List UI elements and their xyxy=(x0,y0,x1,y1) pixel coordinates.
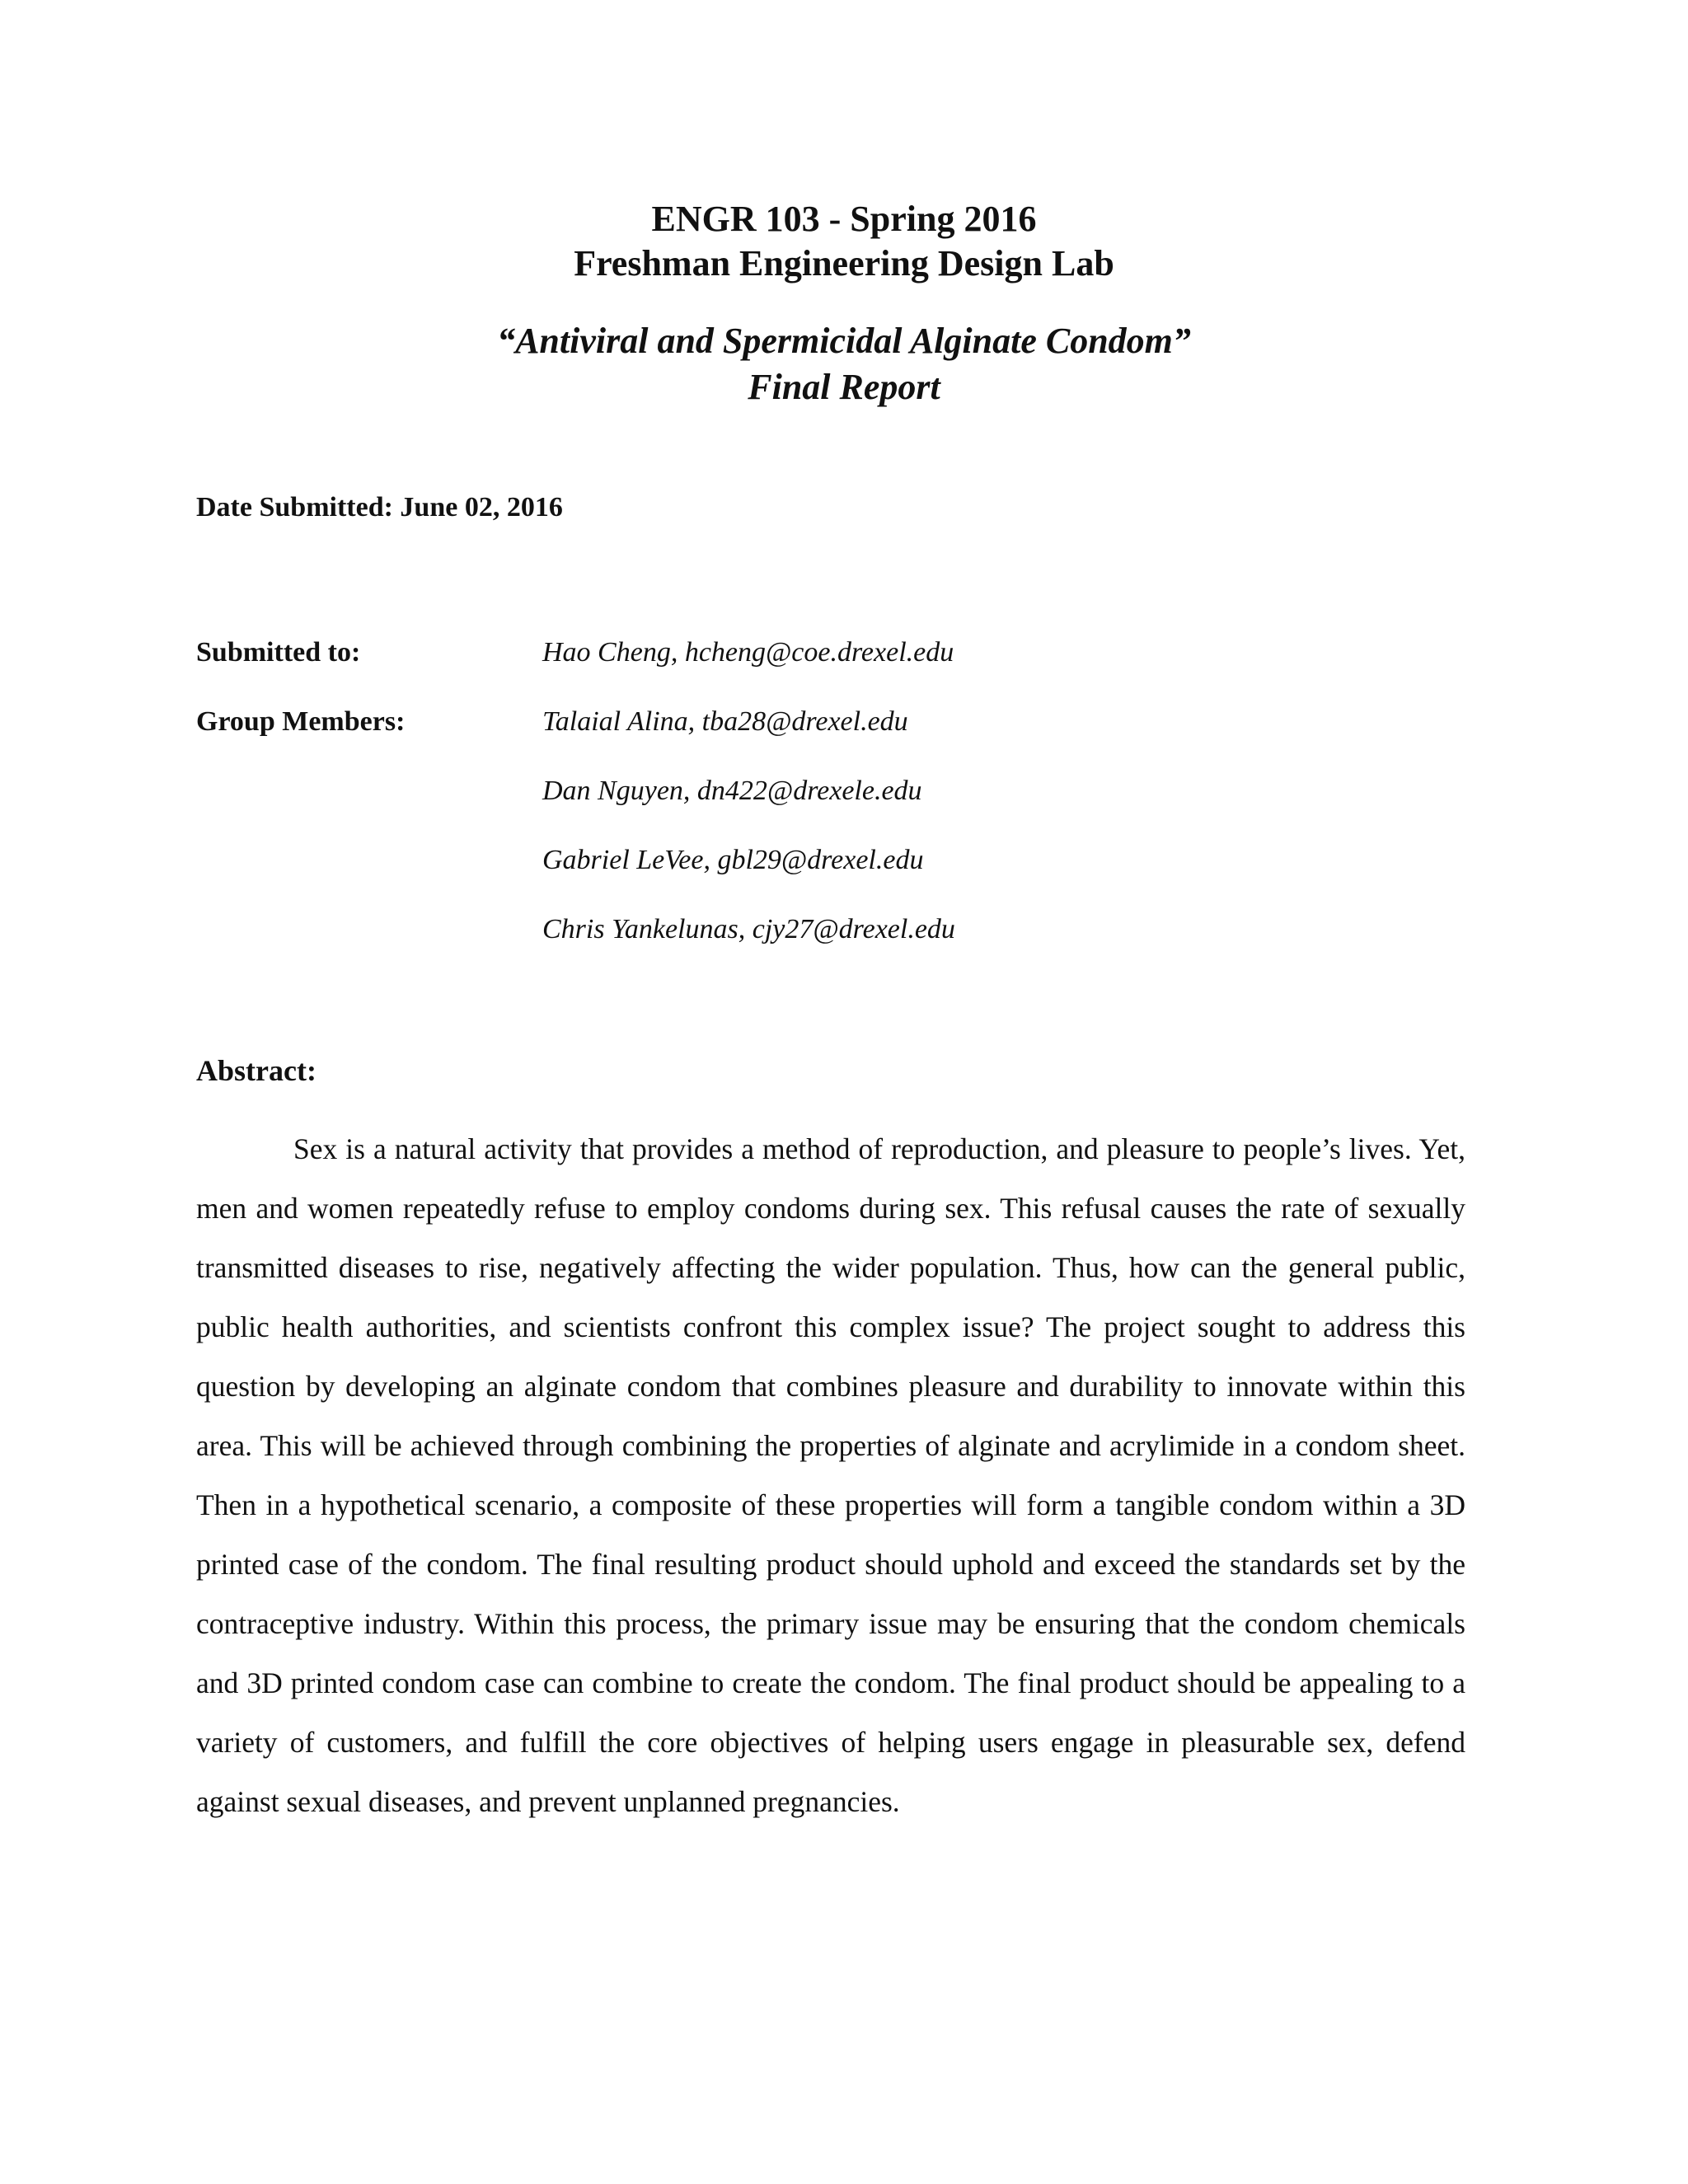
group-member: Gabriel LeVee, gbl29@drexel.edu xyxy=(542,845,924,875)
group-members-label: Group Members: xyxy=(196,706,406,737)
submitted-to-label: Submitted to: xyxy=(196,637,361,668)
abstract-heading: Abstract: xyxy=(196,1054,316,1087)
report-subtitle: Final Report xyxy=(748,367,940,407)
lab-heading: Freshman Engineering Design Lab xyxy=(574,243,1114,284)
group-member: Dan Nguyen, dn422@drexele.edu xyxy=(542,776,922,806)
group-member: Chris Yankelunas, cjy27@drexel.edu xyxy=(542,914,955,944)
submitted-to-value: Hao Cheng, hcheng@coe.drexel.edu xyxy=(542,637,954,668)
group-member: Talaial Alina, tba28@drexel.edu xyxy=(542,706,908,737)
abstract-body: Sex is a natural activity that provides a method of reproduction, and pleasure to people’s lives. Yet, men and women repeatedly refuse to employ condoms during sex. This refusal causes the rate of sexually transmitted diseases to rise, negatively affecting the wider population. Thus, how can the general public, public health authorities, and scientists confront this complex issue? The project sought to address this question by developing an alginate condom that combines pleasure and durability to innovate within this area. This will be achieved through combining the properties of alginate and acrylimide in a condom sheet. Then in a hypothetical scenario, a composite of these properties will form a tangible condom within a 3D printed case of the condom. The final resulting product should uphold and exceed the standards set by the contraceptive industry. Within this process, the primary issue may be ensuring that the condom chemicals and 3D printed condom case can combine to create the condom. The final product should be appealing to a variety of customers, and fulfill the core objectives of helping users engage in pleasurable sex, defend against sexual diseases, and prevent unplanned pregnancies. xyxy=(196,1132,1465,1818)
report-title: “Antiviral and Spermicidal Alginate Condom” xyxy=(497,321,1191,361)
date-submitted: Date Submitted: June 02, 2016 xyxy=(196,492,563,523)
course-heading: ENGR 103 - Spring 2016 xyxy=(651,199,1037,239)
